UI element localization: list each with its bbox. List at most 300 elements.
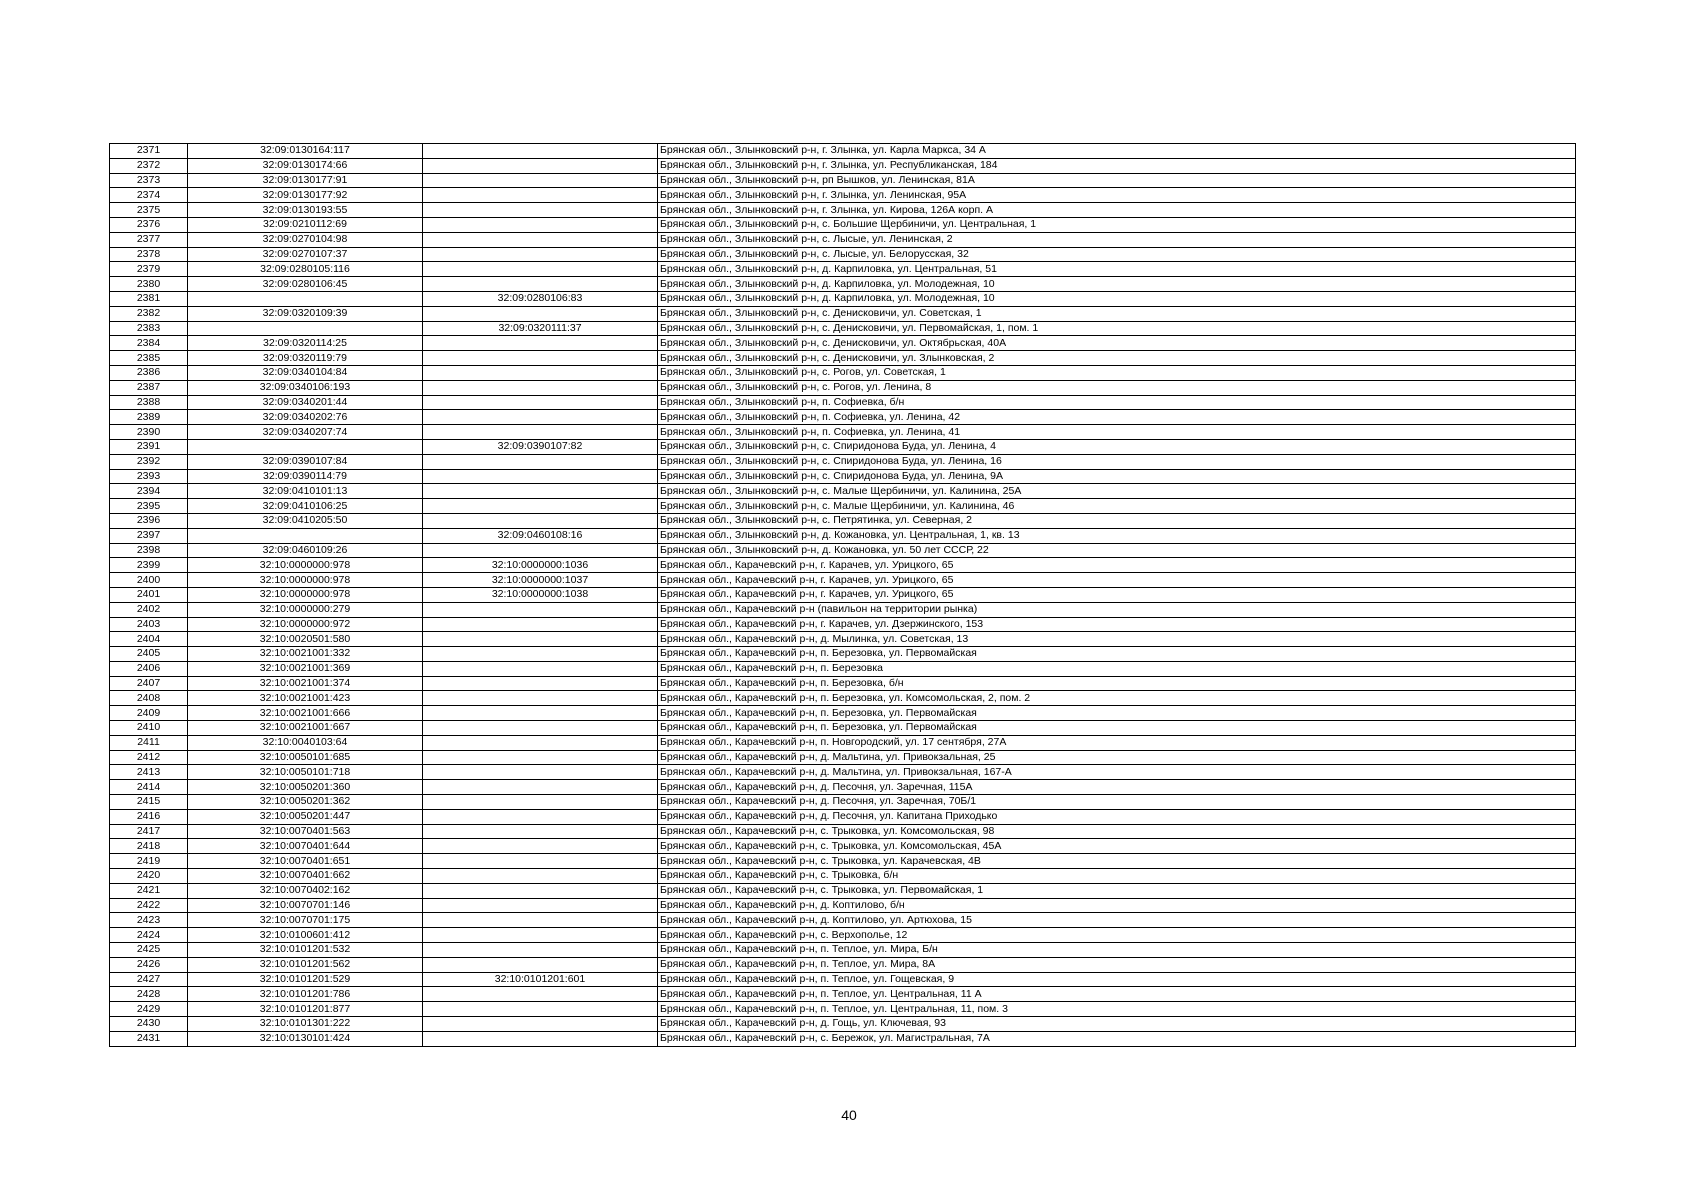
- row-number-cell: 2391: [110, 439, 188, 454]
- table-row: [110, 869, 1576, 884]
- room-cadastral-number-cell: [423, 735, 658, 750]
- table-row: [110, 987, 1576, 1002]
- address-cell: Брянская обл., Карачевский р-н, г. Карачев, ул. Урицкого, 65: [658, 587, 1576, 602]
- row-number-cell: 2383: [110, 321, 188, 336]
- address-cell: Брянская обл., Карачевский р-н, д. Гощь, ул. Ключевая, 93: [658, 1017, 1576, 1032]
- table-row: [110, 217, 1576, 232]
- table-row: [110, 824, 1576, 839]
- cadastral-number-cell: 32:09:0390114:79: [188, 469, 423, 484]
- cadastral-number-cell: 32:10:0070401:563: [188, 824, 423, 839]
- table-row: [110, 676, 1576, 691]
- address-cell: Брянская обл., Злынковский р-н, с. Денисковичи, ул. Советская, 1: [658, 306, 1576, 321]
- cadastral-number-cell: 32:10:0050101:718: [188, 765, 423, 780]
- row-number-cell: 2378: [110, 247, 188, 262]
- address-cell: Брянская обл., Злынковский р-н, с. Малые Щербиничи, ул. Калинина, 46: [658, 499, 1576, 514]
- row-number-cell: 2397: [110, 528, 188, 543]
- cadastral-number-cell: 32:10:0000000:978: [188, 573, 423, 588]
- address-cell: Брянская обл., Карачевский р-н, с. Трыковка, ул. Комсомольская, 98: [658, 824, 1576, 839]
- table-row: [110, 573, 1576, 588]
- address-cell: Брянская обл., Карачевский р-н, г. Карачев, ул. Урицкого, 65: [658, 573, 1576, 588]
- cadastral-number-cell: 32:09:0340104:84: [188, 365, 423, 380]
- table-row: [110, 972, 1576, 987]
- room-cadastral-number-cell: [423, 173, 658, 188]
- address-cell: Брянская обл., Карачевский р-н, д. Песочня, ул. Заречная, 70Б/1: [658, 795, 1576, 810]
- row-number-cell: 2403: [110, 617, 188, 632]
- table-row: [110, 454, 1576, 469]
- room-cadastral-number-cell: [423, 839, 658, 854]
- cadastral-number-cell: [188, 528, 423, 543]
- cadastral-number-cell: 32:09:0320109:39: [188, 306, 423, 321]
- room-cadastral-number-cell: [423, 661, 658, 676]
- room-cadastral-number-cell: [423, 854, 658, 869]
- address-cell: Брянская обл., Злынковский р-н, д. Кожановка, ул. 50 лет СССР, 22: [658, 543, 1576, 558]
- table-row: [110, 543, 1576, 558]
- cadastral-number-cell: 32:10:0070401:644: [188, 839, 423, 854]
- row-number-cell: 2401: [110, 587, 188, 602]
- room-cadastral-number-cell: [423, 780, 658, 795]
- cadastral-number-cell: [188, 321, 423, 336]
- room-cadastral-number-cell: [423, 795, 658, 810]
- row-number-cell: 2431: [110, 1031, 188, 1046]
- table-row: [110, 158, 1576, 173]
- room-cadastral-number-cell: [423, 676, 658, 691]
- table-row: [110, 1031, 1576, 1046]
- cadastral-number-cell: [188, 439, 423, 454]
- table-row: [110, 839, 1576, 854]
- table-row: [110, 262, 1576, 277]
- row-number-cell: 2427: [110, 972, 188, 987]
- cadastral-number-cell: 32:10:0050101:685: [188, 750, 423, 765]
- row-number-cell: 2396: [110, 513, 188, 528]
- row-number-cell: 2374: [110, 188, 188, 203]
- row-number-cell: 2414: [110, 780, 188, 795]
- cadastral-number-cell: 32:10:0070402:162: [188, 883, 423, 898]
- room-cadastral-number-cell: [423, 543, 658, 558]
- room-cadastral-number-cell: [423, 632, 658, 647]
- room-cadastral-number-cell: [423, 469, 658, 484]
- cadastral-number-cell: 32:09:0410205:50: [188, 513, 423, 528]
- row-number-cell: 2389: [110, 410, 188, 425]
- table-row: [110, 883, 1576, 898]
- row-number-cell: 2388: [110, 395, 188, 410]
- address-cell: Брянская обл., Злынковский р-н, с. Большие Щербиничи, ул. Центральная, 1: [658, 217, 1576, 232]
- address-cell: Брянская обл., Карачевский р-н, п. Теплое, ул. Мира, 8А: [658, 957, 1576, 972]
- page-number: 40: [841, 1107, 857, 1123]
- cadastral-number-cell: 32:10:0101201:877: [188, 1002, 423, 1017]
- table-row: [110, 1002, 1576, 1017]
- row-number-cell: 2379: [110, 262, 188, 277]
- cadastral-number-cell: 32:09:0130193:55: [188, 203, 423, 218]
- cadastral-number-cell: 32:09:0130174:66: [188, 158, 423, 173]
- cadastral-number-cell: 32:10:0021001:332: [188, 647, 423, 662]
- cadastral-number-cell: 32:09:0340201:44: [188, 395, 423, 410]
- address-cell: Брянская обл., Карачевский р-н (павильон на территории рынка): [658, 602, 1576, 617]
- table-row: [110, 410, 1576, 425]
- cadastral-number-cell: 32:09:0280105:116: [188, 262, 423, 277]
- cadastral-number-cell: 32:10:0021001:374: [188, 676, 423, 691]
- address-cell: Брянская обл., Злынковский р-н, с. Денисковичи, ул. Октябрьская, 40А: [658, 336, 1576, 351]
- room-cadastral-number-cell: [423, 957, 658, 972]
- address-cell: Брянская обл., Карачевский р-н, с. Трыковка, б/н: [658, 869, 1576, 884]
- room-cadastral-number-cell: 32:09:0390107:82: [423, 439, 658, 454]
- cadastral-number-cell: 32:10:0021001:369: [188, 661, 423, 676]
- cadastral-number-cell: 32:10:0050201:360: [188, 780, 423, 795]
- row-number-cell: 2415: [110, 795, 188, 810]
- cadastral-number-cell: 32:09:0340106:193: [188, 380, 423, 395]
- table-row: [110, 439, 1576, 454]
- room-cadastral-number-cell: [423, 336, 658, 351]
- table-row: [110, 528, 1576, 543]
- row-number-cell: 2407: [110, 676, 188, 691]
- table-row: [110, 188, 1576, 203]
- address-cell: Брянская обл., Злынковский р-н, с. Денисковичи, ул. Злынковская, 2: [658, 351, 1576, 366]
- room-cadastral-number-cell: [423, 513, 658, 528]
- cadastral-number-cell: 32:09:0340202:76: [188, 410, 423, 425]
- address-cell: Брянская обл., Злынковский р-н, п. Софиевка, ул. Ленина, 41: [658, 425, 1576, 440]
- room-cadastral-number-cell: [423, 1017, 658, 1032]
- cadastral-number-cell: 32:09:0130177:91: [188, 173, 423, 188]
- row-number-cell: 2372: [110, 158, 188, 173]
- row-number-cell: 2395: [110, 499, 188, 514]
- address-cell: Брянская обл., Карачевский р-н, с. Трыковка, ул. Первомайская, 1: [658, 883, 1576, 898]
- address-cell: Брянская обл., Карачевский р-н, п. Теплое, ул. Центральная, 11, пом. 3: [658, 1002, 1576, 1017]
- address-cell: Брянская обл., Карачевский р-н, п. Березовка, ул. Первомайская: [658, 721, 1576, 736]
- cadastral-number-cell: 32:10:0021001:666: [188, 706, 423, 721]
- cadastral-number-cell: 32:10:0130101:424: [188, 1031, 423, 1046]
- cadastral-number-cell: 32:10:0070401:651: [188, 854, 423, 869]
- table-row: [110, 144, 1576, 159]
- cadastral-number-cell: 32:09:0270107:37: [188, 247, 423, 262]
- room-cadastral-number-cell: [423, 454, 658, 469]
- table-row: [110, 336, 1576, 351]
- row-number-cell: 2381: [110, 291, 188, 306]
- row-number-cell: 2428: [110, 987, 188, 1002]
- table-row: [110, 469, 1576, 484]
- row-number-cell: 2423: [110, 913, 188, 928]
- table-row: [110, 365, 1576, 380]
- row-number-cell: 2400: [110, 573, 188, 588]
- address-cell: Брянская обл., Злынковский р-н, с. Спиридонова Буда, ул. Ленина, 9А: [658, 469, 1576, 484]
- room-cadastral-number-cell: [423, 750, 658, 765]
- address-cell: Брянская обл., Злынковский р-н, с. Лысые, ул. Белорусская, 32: [658, 247, 1576, 262]
- address-cell: Брянская обл., Злынковский р-н, с. Лысые, ул. Ленинская, 2: [658, 232, 1576, 247]
- room-cadastral-number-cell: [423, 647, 658, 662]
- room-cadastral-number-cell: [423, 943, 658, 958]
- address-cell: Брянская обл., Карачевский р-н, д. Мальтина, ул. Привокзальная, 25: [658, 750, 1576, 765]
- table-row: [110, 513, 1576, 528]
- room-cadastral-number-cell: [423, 706, 658, 721]
- address-cell: Брянская обл., Карачевский р-н, с. Трыковка, ул. Комсомольская, 45А: [658, 839, 1576, 854]
- address-cell: Брянская обл., Злынковский р-н, д. Кожановка, ул. Центральная, 1, кв. 13: [658, 528, 1576, 543]
- row-number-cell: 2417: [110, 824, 188, 839]
- row-number-cell: 2416: [110, 809, 188, 824]
- table-row: [110, 913, 1576, 928]
- address-cell: Брянская обл., Злынковский р-н, с. Спиридонова Буда, ул. Ленина, 4: [658, 439, 1576, 454]
- address-cell: Брянская обл., Злынковский р-н, г. Злынка, ул. Ленинская, 95А: [658, 188, 1576, 203]
- room-cadastral-number-cell: [423, 203, 658, 218]
- room-cadastral-number-cell: 32:09:0460108:16: [423, 528, 658, 543]
- table-row: [110, 809, 1576, 824]
- address-cell: Брянская обл., Карачевский р-н, д. Песочня, ул. Заречная, 115А: [658, 780, 1576, 795]
- row-number-cell: 2411: [110, 735, 188, 750]
- table-row: [110, 780, 1576, 795]
- address-cell: Брянская обл., Карачевский р-н, д. Мальтина, ул. Привокзальная, 167-А: [658, 765, 1576, 780]
- row-number-cell: 2376: [110, 217, 188, 232]
- cadastral-number-cell: 32:10:0101201:529: [188, 972, 423, 987]
- room-cadastral-number-cell: 32:10:0000000:1036: [423, 558, 658, 573]
- row-number-cell: 2373: [110, 173, 188, 188]
- row-number-cell: 2409: [110, 706, 188, 721]
- room-cadastral-number-cell: [423, 351, 658, 366]
- row-number-cell: 2402: [110, 602, 188, 617]
- table-row: [110, 380, 1576, 395]
- table-row: [110, 721, 1576, 736]
- address-cell: Брянская обл., Злынковский р-н, с. Спиридонова Буда, ул. Ленина, 16: [658, 454, 1576, 469]
- room-cadastral-number-cell: [423, 913, 658, 928]
- room-cadastral-number-cell: 32:10:0101201:601: [423, 972, 658, 987]
- address-cell: Брянская обл., Карачевский р-н, п. Новгородский, ул. 17 сентября, 27А: [658, 735, 1576, 750]
- room-cadastral-number-cell: [423, 898, 658, 913]
- room-cadastral-number-cell: [423, 188, 658, 203]
- table-row: [110, 291, 1576, 306]
- cadastral-number-cell: 32:10:0101201:532: [188, 943, 423, 958]
- cadastral-number-cell: 32:09:0390107:84: [188, 454, 423, 469]
- table-row: [110, 203, 1576, 218]
- address-cell: Брянская обл., Злынковский р-н, д. Карпиловка, ул. Молодежная, 10: [658, 277, 1576, 292]
- table-row: [110, 277, 1576, 292]
- room-cadastral-number-cell: [423, 928, 658, 943]
- row-number-cell: 2424: [110, 928, 188, 943]
- row-number-cell: 2429: [110, 1002, 188, 1017]
- row-number-cell: 2413: [110, 765, 188, 780]
- room-cadastral-number-cell: [423, 395, 658, 410]
- row-number-cell: 2404: [110, 632, 188, 647]
- registry-table: [109, 143, 1576, 1047]
- room-cadastral-number-cell: [423, 306, 658, 321]
- table-row: [110, 765, 1576, 780]
- address-cell: Брянская обл., Злынковский р-н, д. Карпиловка, ул. Молодежная, 10: [658, 291, 1576, 306]
- cadastral-number-cell: 32:10:0070401:662: [188, 869, 423, 884]
- row-number-cell: 2426: [110, 957, 188, 972]
- row-number-cell: 2371: [110, 144, 188, 159]
- address-cell: Брянская обл., Карачевский р-н, д. Мылинка, ул. Советская, 13: [658, 632, 1576, 647]
- cadastral-number-cell: 32:10:0000000:978: [188, 558, 423, 573]
- table-row: [110, 558, 1576, 573]
- room-cadastral-number-cell: [423, 277, 658, 292]
- room-cadastral-number-cell: [423, 617, 658, 632]
- table-row: [110, 173, 1576, 188]
- cadastral-number-cell: 32:09:0320114:25: [188, 336, 423, 351]
- room-cadastral-number-cell: [423, 765, 658, 780]
- row-number-cell: 2405: [110, 647, 188, 662]
- address-cell: Брянская обл., Карачевский р-н, п. Теплое, ул. Мира, Б/н: [658, 943, 1576, 958]
- room-cadastral-number-cell: [423, 883, 658, 898]
- cadastral-number-cell: 32:10:0101201:562: [188, 957, 423, 972]
- table-row: [110, 750, 1576, 765]
- address-cell: Брянская обл., Карачевский р-н, п. Теплое, ул. Гощевская, 9: [658, 972, 1576, 987]
- room-cadastral-number-cell: 32:10:0000000:1038: [423, 587, 658, 602]
- row-number-cell: 2385: [110, 351, 188, 366]
- table-row: [110, 691, 1576, 706]
- room-cadastral-number-cell: [423, 144, 658, 159]
- address-cell: Брянская обл., Карачевский р-н, д. Коптилово, б/н: [658, 898, 1576, 913]
- room-cadastral-number-cell: 32:09:0280106:83: [423, 291, 658, 306]
- registry-table-body: [110, 144, 1576, 1047]
- table-row: [110, 247, 1576, 262]
- table-row: [110, 587, 1576, 602]
- table-row: [110, 735, 1576, 750]
- table-row: [110, 706, 1576, 721]
- table-row: [110, 854, 1576, 869]
- address-cell: Брянская обл., Злынковский р-н, г. Злынка, ул. Республиканская, 184: [658, 158, 1576, 173]
- room-cadastral-number-cell: [423, 262, 658, 277]
- row-number-cell: 2375: [110, 203, 188, 218]
- room-cadastral-number-cell: [423, 824, 658, 839]
- cadastral-number-cell: 32:10:0021001:667: [188, 721, 423, 736]
- room-cadastral-number-cell: [423, 499, 658, 514]
- row-number-cell: 2412: [110, 750, 188, 765]
- cadastral-number-cell: 32:10:0070701:175: [188, 913, 423, 928]
- table-row: [110, 795, 1576, 810]
- cadastral-number-cell: 32:10:0000000:972: [188, 617, 423, 632]
- table-row: [110, 425, 1576, 440]
- address-cell: Брянская обл., Злынковский р-н, г. Злынка, ул. Кирова, 126А корп. А: [658, 203, 1576, 218]
- address-cell: Брянская обл., Карачевский р-н, г. Карачев, ул. Урицкого, 65: [658, 558, 1576, 573]
- table-row: [110, 306, 1576, 321]
- row-number-cell: 2382: [110, 306, 188, 321]
- room-cadastral-number-cell: 32:09:0320111:37: [423, 321, 658, 336]
- address-cell: Брянская обл., Злынковский р-н, с. Денисковичи, ул. Первомайская, 1, пом. 1: [658, 321, 1576, 336]
- row-number-cell: 2421: [110, 883, 188, 898]
- room-cadastral-number-cell: [423, 1031, 658, 1046]
- address-cell: Брянская обл., Злынковский р-н, с. Малые Щербиничи, ул. Калинина, 25А: [658, 484, 1576, 499]
- row-number-cell: 2430: [110, 1017, 188, 1032]
- address-cell: Брянская обл., Злынковский р-н, п. Софиевка, б/н: [658, 395, 1576, 410]
- cadastral-number-cell: 32:09:0410101:13: [188, 484, 423, 499]
- address-cell: Брянская обл., Карачевский р-н, п. Теплое, ул. Центральная, 11 А: [658, 987, 1576, 1002]
- address-cell: Брянская обл., Карачевский р-н, с. Верхополье, 12: [658, 928, 1576, 943]
- cadastral-number-cell: 32:09:0410106:25: [188, 499, 423, 514]
- table-row: [110, 484, 1576, 499]
- room-cadastral-number-cell: [423, 869, 658, 884]
- address-cell: Брянская обл., Злынковский р-н, п. Софиевка, ул. Ленина, 42: [658, 410, 1576, 425]
- address-cell: Брянская обл., Карачевский р-н, г. Карачев, ул. Дзержинского, 153: [658, 617, 1576, 632]
- cadastral-number-cell: 32:10:0020501:580: [188, 632, 423, 647]
- cadastral-number-cell: 32:10:0000000:978: [188, 587, 423, 602]
- room-cadastral-number-cell: [423, 365, 658, 380]
- room-cadastral-number-cell: [423, 602, 658, 617]
- row-number-cell: 2386: [110, 365, 188, 380]
- row-number-cell: 2420: [110, 869, 188, 884]
- room-cadastral-number-cell: [423, 425, 658, 440]
- cadastral-number-cell: 32:09:0210112:69: [188, 217, 423, 232]
- cadastral-number-cell: 32:10:0000000:279: [188, 602, 423, 617]
- address-cell: Брянская обл., Злынковский р-н, с. Рогов, ул. Советская, 1: [658, 365, 1576, 380]
- row-number-cell: 2380: [110, 277, 188, 292]
- address-cell: Брянская обл., Злынковский р-н, г. Злынка, ул. Карла Маркса, 34 А: [658, 144, 1576, 159]
- table-row: [110, 957, 1576, 972]
- cadastral-number-cell: 32:10:0101301:222: [188, 1017, 423, 1032]
- row-number-cell: 2398: [110, 543, 188, 558]
- row-number-cell: 2425: [110, 943, 188, 958]
- row-number-cell: 2419: [110, 854, 188, 869]
- row-number-cell: 2390: [110, 425, 188, 440]
- address-cell: Брянская обл., Карачевский р-н, п. Березовка, ул. Комсомольская, 2, пом. 2: [658, 691, 1576, 706]
- row-number-cell: 2418: [110, 839, 188, 854]
- address-cell: Брянская обл., Карачевский р-н, д. Песочня, ул. Капитана Приходько: [658, 809, 1576, 824]
- row-number-cell: 2393: [110, 469, 188, 484]
- address-cell: Брянская обл., Карачевский р-н, п. Березовка, ул. Первомайская: [658, 647, 1576, 662]
- address-cell: Брянская обл., Злынковский р-н, с. Петрятинка, ул. Северная, 2: [658, 513, 1576, 528]
- room-cadastral-number-cell: [423, 484, 658, 499]
- cadastral-number-cell: 32:09:0320119:79: [188, 351, 423, 366]
- row-number-cell: 2406: [110, 661, 188, 676]
- cadastral-number-cell: 32:09:0130177:92: [188, 188, 423, 203]
- cadastral-number-cell: 32:10:0100601:412: [188, 928, 423, 943]
- room-cadastral-number-cell: [423, 217, 658, 232]
- address-cell: Брянская обл., Карачевский р-н, с. Бережок, ул. Магистральная, 7А: [658, 1031, 1576, 1046]
- room-cadastral-number-cell: [423, 721, 658, 736]
- row-number-cell: 2392: [110, 454, 188, 469]
- table-row: [110, 647, 1576, 662]
- cadastral-number-cell: 32:09:0340207:74: [188, 425, 423, 440]
- room-cadastral-number-cell: [423, 158, 658, 173]
- table-row: [110, 617, 1576, 632]
- table-row: [110, 499, 1576, 514]
- address-cell: Брянская обл., Злынковский р-н, рп Вышков, ул. Ленинская, 81А: [658, 173, 1576, 188]
- room-cadastral-number-cell: [423, 691, 658, 706]
- cadastral-number-cell: 32:10:0050201:447: [188, 809, 423, 824]
- room-cadastral-number-cell: [423, 380, 658, 395]
- cadastral-number-cell: 32:10:0101201:786: [188, 987, 423, 1002]
- cadastral-number-cell: 32:09:0460109:26: [188, 543, 423, 558]
- room-cadastral-number-cell: [423, 1002, 658, 1017]
- cadastral-number-cell: 32:09:0130164:117: [188, 144, 423, 159]
- address-cell: Брянская обл., Злынковский р-н, д. Карпиловка, ул. Центральная, 51: [658, 262, 1576, 277]
- row-number-cell: 2408: [110, 691, 188, 706]
- cadastral-number-cell: 32:10:0040103:64: [188, 735, 423, 750]
- table-row: [110, 1017, 1576, 1032]
- row-number-cell: 2394: [110, 484, 188, 499]
- row-number-cell: 2387: [110, 380, 188, 395]
- cadastral-number-cell: 32:10:0050201:362: [188, 795, 423, 810]
- cadastral-number-cell: 32:10:0070701:146: [188, 898, 423, 913]
- room-cadastral-number-cell: 32:10:0000000:1037: [423, 573, 658, 588]
- row-number-cell: 2377: [110, 232, 188, 247]
- table-row: [110, 928, 1576, 943]
- table-row: [110, 898, 1576, 913]
- table-row: [110, 602, 1576, 617]
- row-number-cell: 2410: [110, 721, 188, 736]
- table-row: [110, 395, 1576, 410]
- address-cell: Брянская обл., Карачевский р-н, д. Коптилово, ул. Артюхова, 15: [658, 913, 1576, 928]
- cadastral-number-cell: 32:09:0270104:98: [188, 232, 423, 247]
- room-cadastral-number-cell: [423, 247, 658, 262]
- room-cadastral-number-cell: [423, 987, 658, 1002]
- table-row: [110, 351, 1576, 366]
- table-row: [110, 632, 1576, 647]
- row-number-cell: 2399: [110, 558, 188, 573]
- cadastral-number-cell: 32:10:0021001:423: [188, 691, 423, 706]
- table-row: [110, 232, 1576, 247]
- room-cadastral-number-cell: [423, 410, 658, 425]
- room-cadastral-number-cell: [423, 232, 658, 247]
- address-cell: Брянская обл., Карачевский р-н, с. Трыковка, ул. Карачевская, 4В: [658, 854, 1576, 869]
- address-cell: Брянская обл., Карачевский р-н, п. Березовка, б/н: [658, 676, 1576, 691]
- row-number-cell: 2384: [110, 336, 188, 351]
- cadastral-number-cell: 32:09:0280106:45: [188, 277, 423, 292]
- table-row: [110, 321, 1576, 336]
